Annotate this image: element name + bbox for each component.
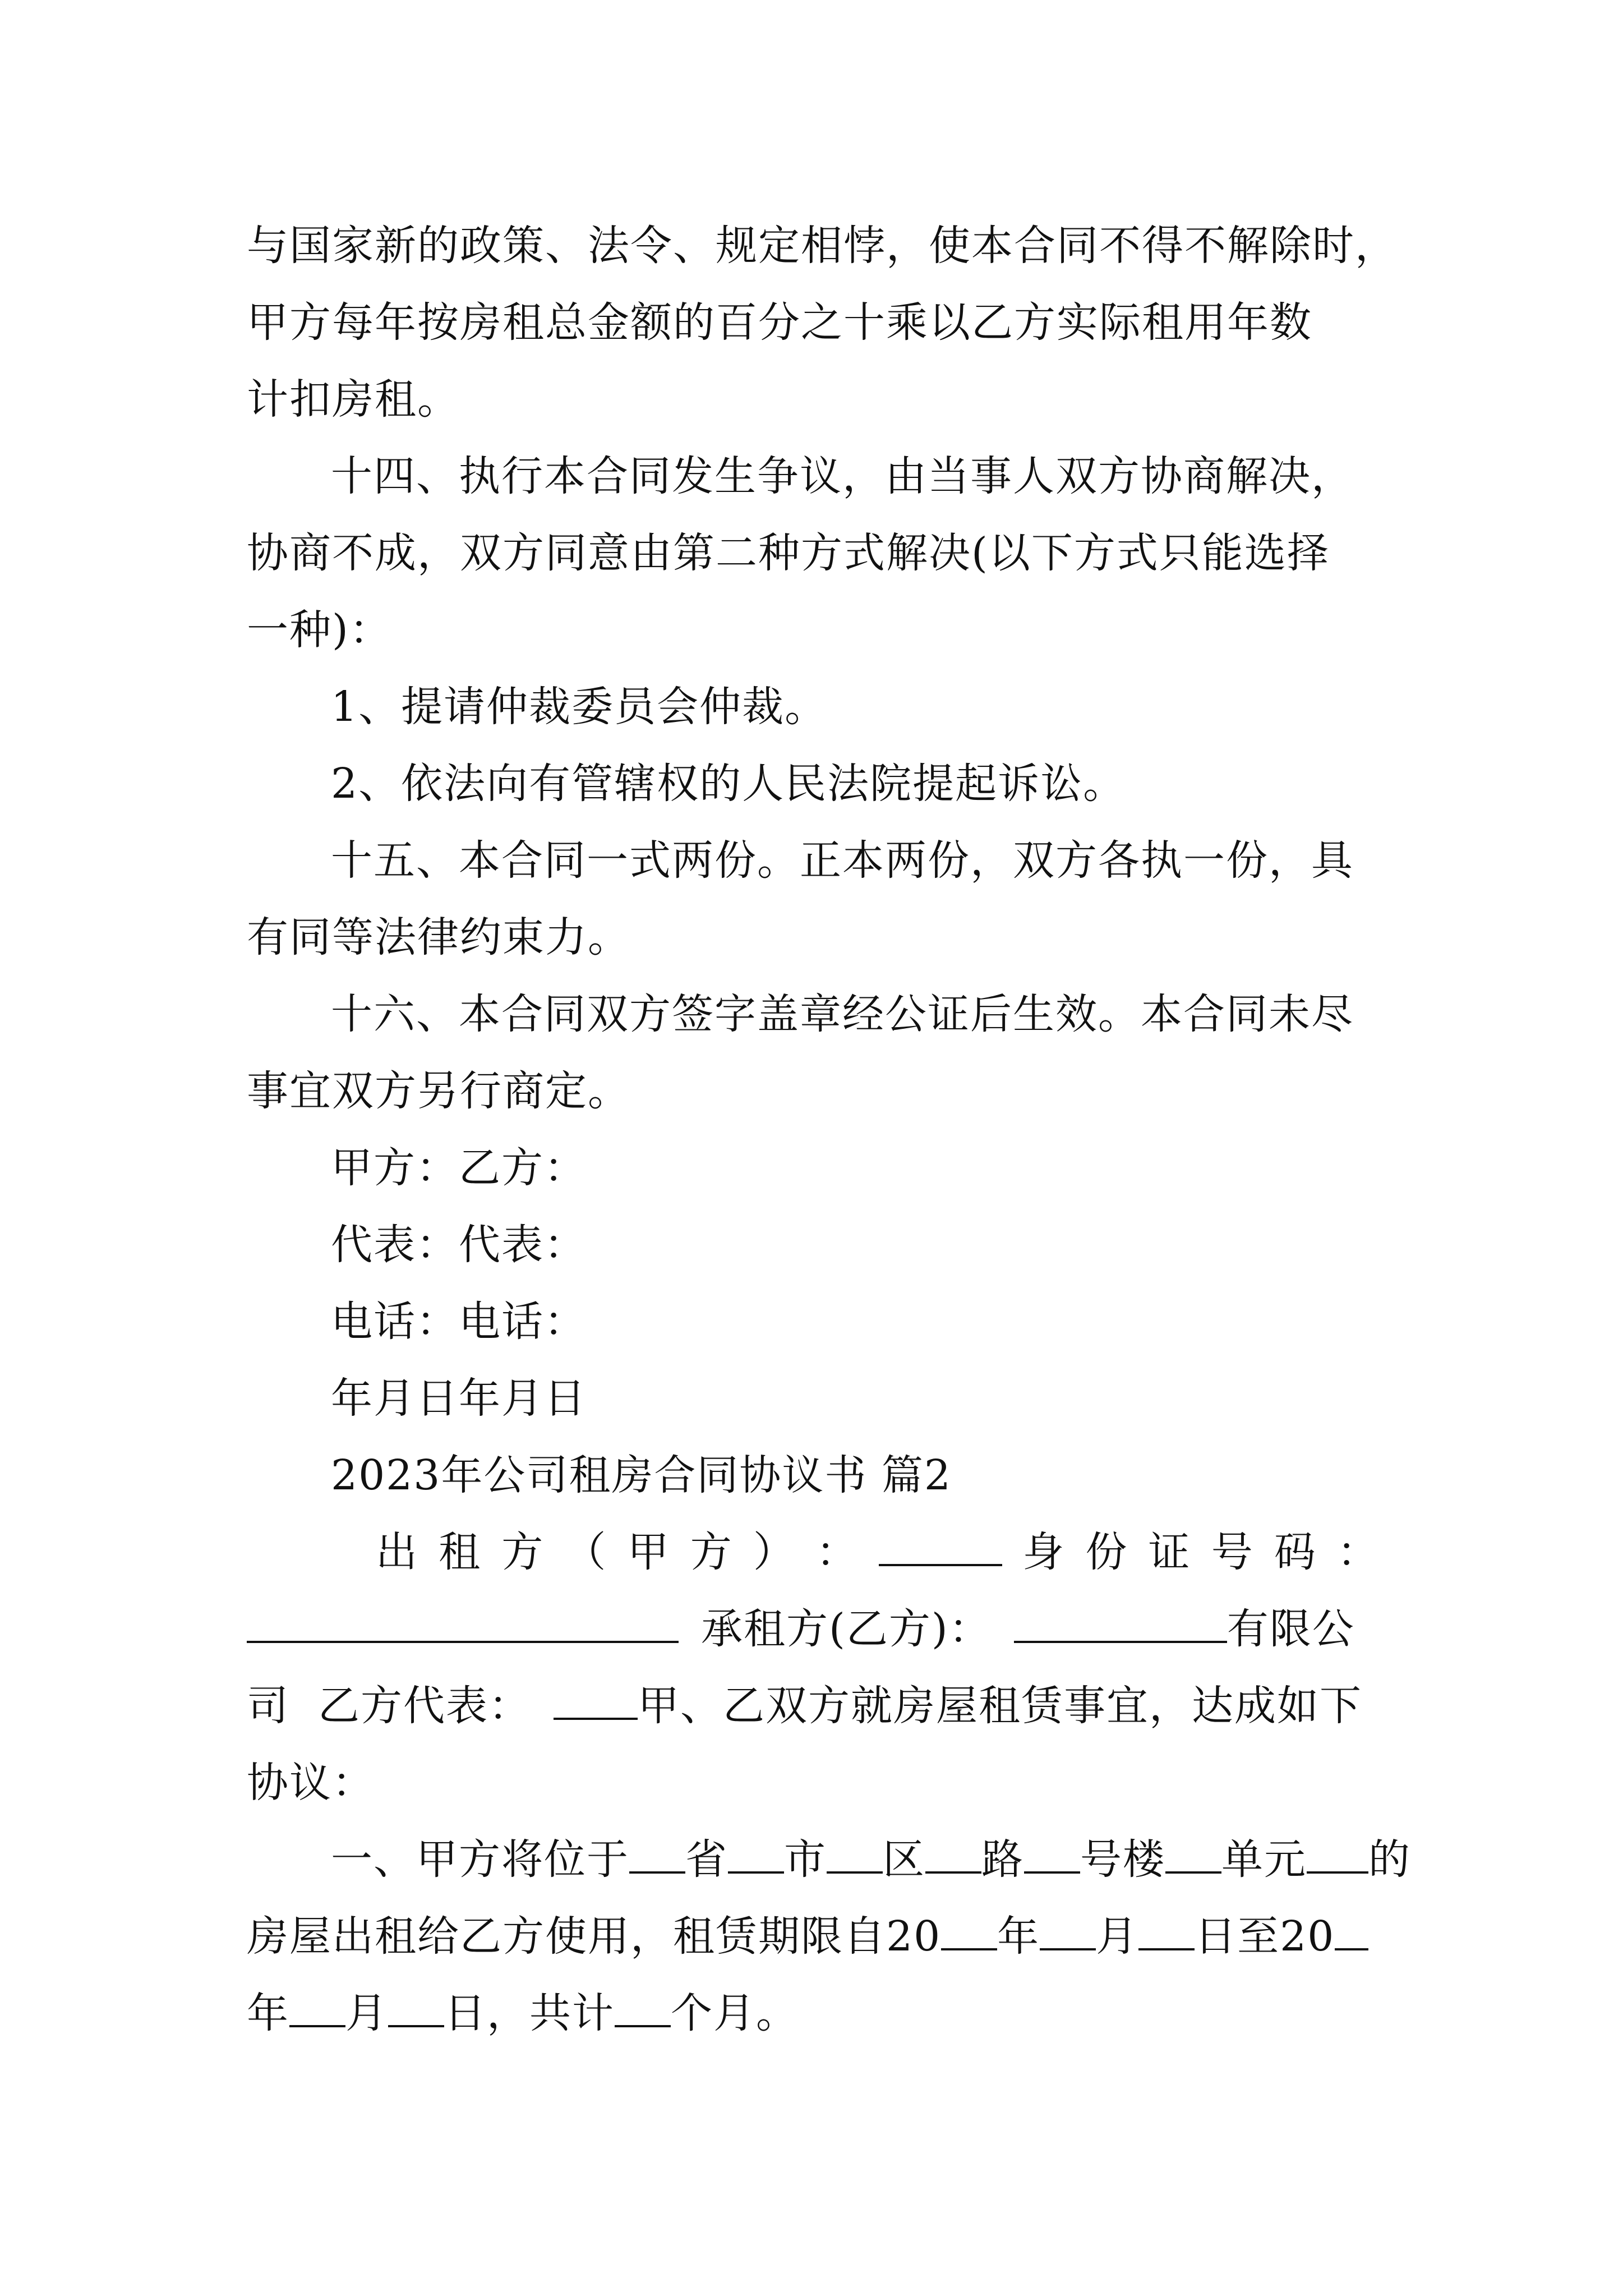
clause-text: 号楼 [1080,1835,1165,1884]
clause-text: 省 [685,1835,728,1884]
months-blank [615,1991,671,2027]
clause-text: 房屋出租给乙方使用，租赁期限自20 [247,1912,942,1961]
clause-text: 一、甲方将位于 [331,1835,629,1884]
clause-1-line-2 [247,1898,1380,1975]
text-line: 与国家新的政策、法令、规定相悖，使本合同不得不解除时， [247,222,1398,270]
id-char: 码 [1274,1528,1317,1576]
lessor-name-blank [879,1530,1002,1566]
clause-text: 个月。 [671,1989,799,2037]
room-blank [1307,1838,1368,1874]
lessee-name-blank [1014,1607,1227,1643]
lessee-line [247,1591,1380,1668]
district-blank [827,1838,883,1874]
rep-suffix: 甲、乙双方就房屋租赁事宜，达成如下 [638,1682,1363,1730]
start-year-blank [941,1915,997,1950]
id-char: 证 [1148,1528,1191,1576]
lessor-char: 出 [376,1528,418,1576]
lessor-char: 甲 [627,1528,670,1576]
clause-text: 日，共计 [444,1989,615,2037]
document-body [247,208,1411,2052]
id-char: 份 [1085,1528,1128,1576]
city-blank [728,1838,784,1874]
text-line: 事宜双方另行商定。 [247,1067,630,1115]
id-char: ： [1336,1528,1380,1576]
lessor-char: ） [753,1528,796,1576]
text-line: 一种)： [247,606,392,654]
lessor-char: （ [564,1528,607,1576]
id-char: 身 [1022,1528,1066,1576]
clause-text: 区 [883,1835,925,1884]
lessor-char: 租 [439,1528,482,1576]
clause-text: 路 [981,1835,1024,1884]
signature-representative: 代表：代表： [331,1221,587,1269]
clause-text: 月 [1096,1912,1139,1961]
representative-line [247,1668,1380,1745]
option-2: 2、依法向有管辖权的人民法院提起诉讼。 [331,760,1126,808]
text-line: 有同等法律约束力。 [247,913,630,961]
clause-14: 十四、执行本合同发生争议，由当事人双方协商解决， [331,452,1354,500]
signature-date: 年月日年月日 [331,1374,587,1423]
clause-text: 单元 [1221,1835,1307,1884]
lessor-char: 方 [690,1528,733,1576]
section-title: 2023年公司租房合同协议书 篇2 [331,1451,952,1499]
end-day-blank [388,1991,444,2027]
clause-1-line-3 [247,1975,1380,2052]
start-day-blank [1138,1915,1195,1950]
lessor-char: ： [815,1528,859,1576]
end-year-blank [1335,1915,1368,1950]
clause-1-line-1 [247,1821,1411,1898]
text-line: 计扣房租。 [247,375,460,424]
lessor-line [247,1514,1380,1591]
lessee-label: 承租方(乙方)： [701,1605,992,1653]
lessee-suffix: 有限公 [1227,1605,1355,1653]
end-month-blank [289,1991,345,2027]
building-blank [1024,1838,1080,1874]
rep-prefix: 司 乙方代表： [247,1682,532,1730]
id-number-blank [247,1607,679,1643]
clause-text: 日至20 [1195,1912,1335,1961]
clause-15: 十五、本合同一式两份。正本两份，双方各执一份，具 [331,836,1354,885]
rep-name-blank [554,1684,638,1720]
text-line: 协议： [247,1759,375,1807]
signature-phone: 电话：电话： [331,1297,587,1346]
province-blank [629,1838,685,1874]
clause-16: 十六、本合同双方签字盖章经公证后生效。本合同未尽 [331,990,1354,1038]
clause-text: 月 [345,1989,388,2037]
start-month-blank [1040,1915,1096,1950]
lessor-char: 方 [501,1528,545,1576]
clause-text: 的 [1368,1835,1411,1884]
road-blank [925,1838,981,1874]
clause-text: 市 [784,1835,827,1884]
option-1: 1、提请仲裁委员会仲裁。 [331,683,828,731]
text-line: 甲方每年按房租总金额的百分之十乘以乙方实际租用年数 [247,298,1312,347]
id-char: 号 [1211,1528,1254,1576]
text-line: 协商不成，双方同意由第二种方式解决(以下方式只能选择 [247,529,1330,577]
clause-text: 年 [247,1989,289,2037]
clause-text: 年 [997,1912,1040,1961]
unit-blank [1165,1838,1221,1874]
signature-party: 甲方：乙方： [331,1144,587,1192]
